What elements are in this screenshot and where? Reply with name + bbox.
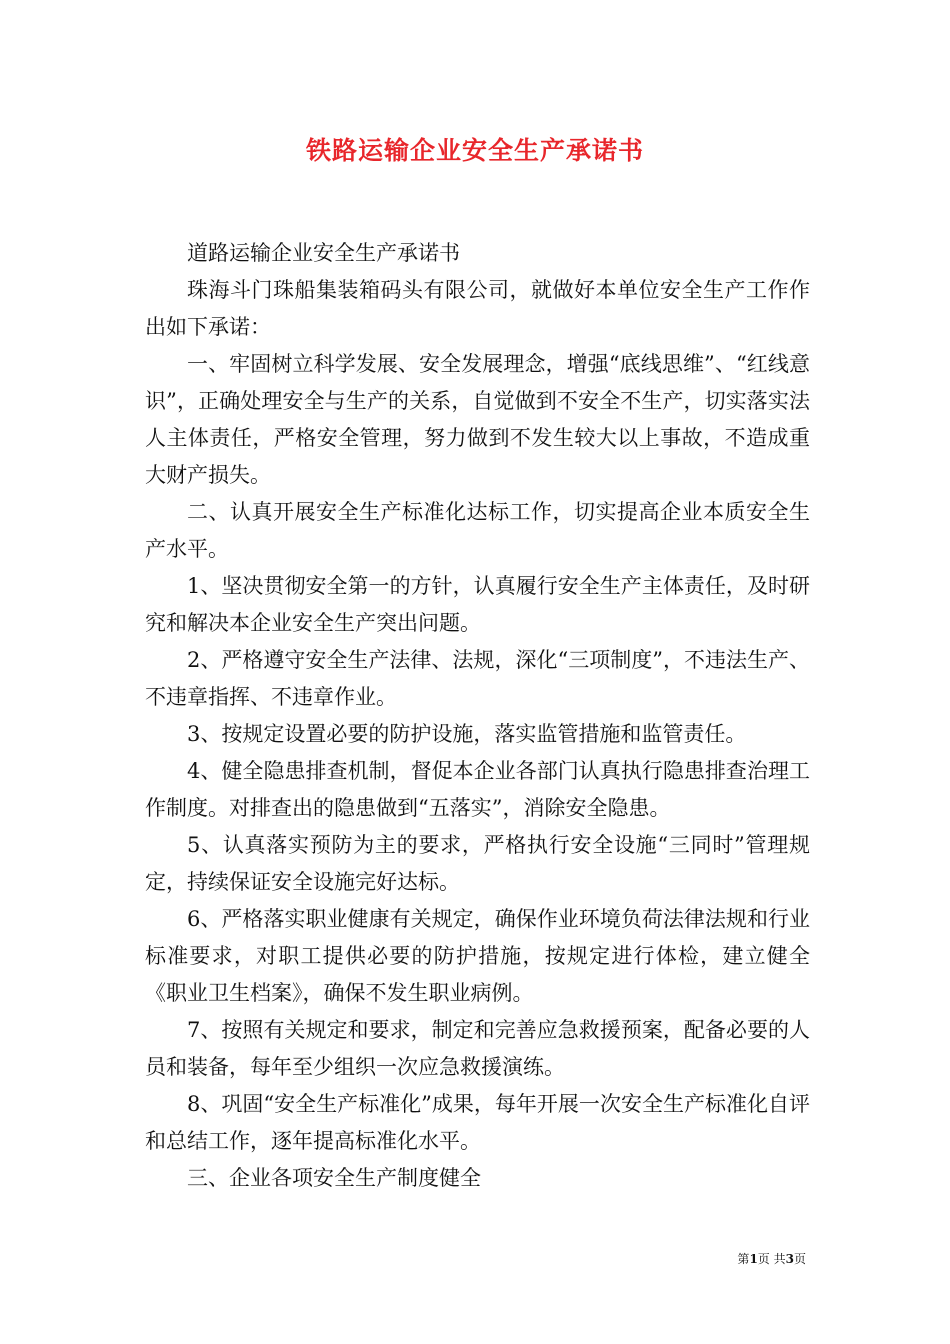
paragraph-sub-5: 5、认真落实预防为主的要求，严格执行安全设施“三同时”管理规定，持续保证安全设施完好达标。 (145, 833, 810, 894)
paragraph-sub-8: 8、巩固“安全生产标准化”成果，每年开展一次安全生产标准化自评和总结工作，逐年提高标准化水平。 (145, 1092, 810, 1153)
paragraph-sub-4: 4、健全隐患排查机制，督促本企业各部门认真执行隐患排查治理工作制度。对排查出的隐患做到“五落实”，消除安全隐患。 (145, 759, 810, 820)
paragraph-sub-3: 3、按规定设置必要的防护设施，落实监管措施和监管责任。 (187, 722, 747, 746)
paragraph-sub-1: 1、坚决贯彻安全第一的方针，认真履行安全生产主体责任，及时研究和解决本企业安全生产突出问题。 (145, 574, 810, 635)
footer-middle: 页 共 (757, 1252, 786, 1266)
paragraph-item-3: 三、企业各项安全生产制度健全 (187, 1166, 481, 1190)
paragraph-sub-2: 2、严格遵守安全生产法律、法规，深化“三项制度”，不违法生产、不违章指挥、不违章作业。 (145, 648, 810, 709)
paragraph-heading: 道路运输企业安全生产承诺书 (187, 241, 460, 265)
document-title: 铁路运输企业安全生产承诺书 (305, 136, 644, 165)
footer-total-pages: 3 (785, 1252, 794, 1266)
page-number-footer (737, 1251, 806, 1267)
paragraph-item-2: 二、认真开展安全生产标准化达标工作，切实提高企业本质安全生产水平。 (145, 500, 810, 561)
paragraph-item-1: 一、牢固树立科学发展、安全发展理念，增强“底线思维”、“红线意识”，正确处理安全与生产的关系，自觉做到不安全不生产，切实落实法人主体责任，严格安全管理，努力做到不发生较大以上事故，不造成重大财产损失。 (145, 352, 810, 487)
footer-suffix: 页 (793, 1252, 806, 1266)
paragraph-sub-6: 6、严格落实职业健康有关规定，确保作业环境负荷法律法规和行业标准要求，对职工提供必要的防护措施，按规定进行体检，建立健全《职业卫生档案》，确保不发生职业病例。 (145, 907, 810, 1005)
paragraph-intro: 珠海斗门珠船集装箱码头有限公司，就做好本单位安全生产工作作出如下承诺： (145, 278, 810, 339)
paragraph-sub-7: 7、按照有关规定和要求，制定和完善应急救援预案，配备必要的人员和装备，每年至少组织一次应急救援演练。 (145, 1018, 810, 1079)
footer-current-page: 1 (749, 1252, 758, 1266)
footer-prefix: 第 (737, 1252, 750, 1266)
document-body (145, 235, 810, 1197)
